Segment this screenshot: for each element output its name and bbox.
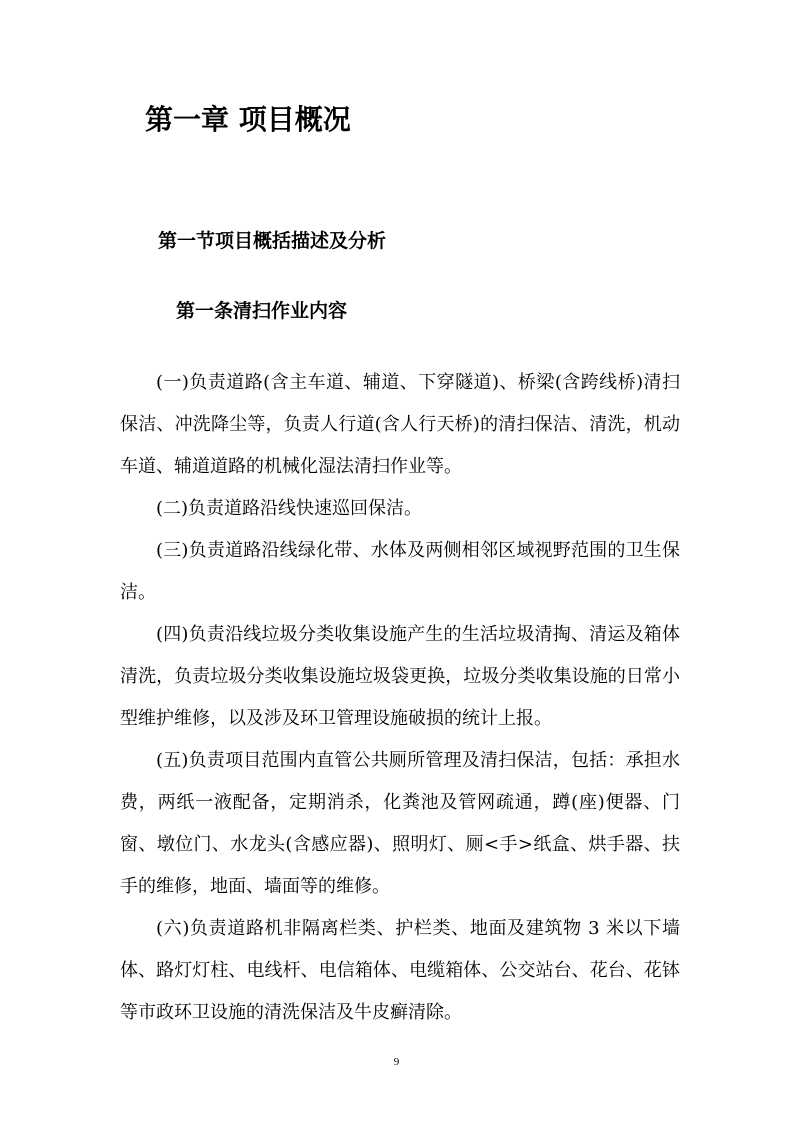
- paragraph-3: (三)负责道路沿线绿化带、水体及两侧相邻区域视野范围的卫生保洁。: [120, 540, 680, 603]
- paragraph-4: (四)负责沿线垃圾分类收集设施产生的生活垃圾清掏、清运及箱体清洗，负责垃圾分类收集设施垃圾袋更换，垃圾分类收集设施的日常小型维护维修，以及涉及环卫管理设施破损的统计上报。: [120, 624, 680, 729]
- chapter-title: 第一章 项目概况: [145, 103, 351, 136]
- section-title: 第一节项目概括描述及分析: [158, 230, 387, 252]
- body-text: [120, 362, 680, 1034]
- page-number: 9: [393, 1056, 400, 1068]
- paragraph-6: (六)负责道路机非隔离栏类、护栏类、地面及建筑物 3 米以下墙体、路灯灯柱、电线杆、电信箱体、电缆箱体、公交站台、花台、花钵等市政环卫设施的清洗保洁及牛皮癣清除。: [120, 918, 680, 1023]
- paragraph-5: (五)负责项目范围内直管公共厕所管理及清扫保洁，包括：承担水费，两纸一液配备，定期消杀，化粪池及管网疏通，蹲(座)便器、门窗、墩位门、水龙头(含感应器)、照明灯、厕<手>纸盒、烘手器、扶手的维修，地面、墙面等的维修。: [120, 750, 680, 897]
- article-title: 第一条清扫作业内容: [176, 300, 348, 322]
- paragraph-1: (一)负责道路(含主车道、辅道、下穿隧道)、桥梁(含跨线桥)清扫保洁、冲洗降尘等，负责人行道(含人行天桥)的清扫保洁、清洗，机动车道、辅道道路的机械化湿法清扫作业等。: [120, 372, 680, 477]
- paragraph-2: (二)负责道路沿线快速巡回保洁。: [156, 498, 423, 519]
